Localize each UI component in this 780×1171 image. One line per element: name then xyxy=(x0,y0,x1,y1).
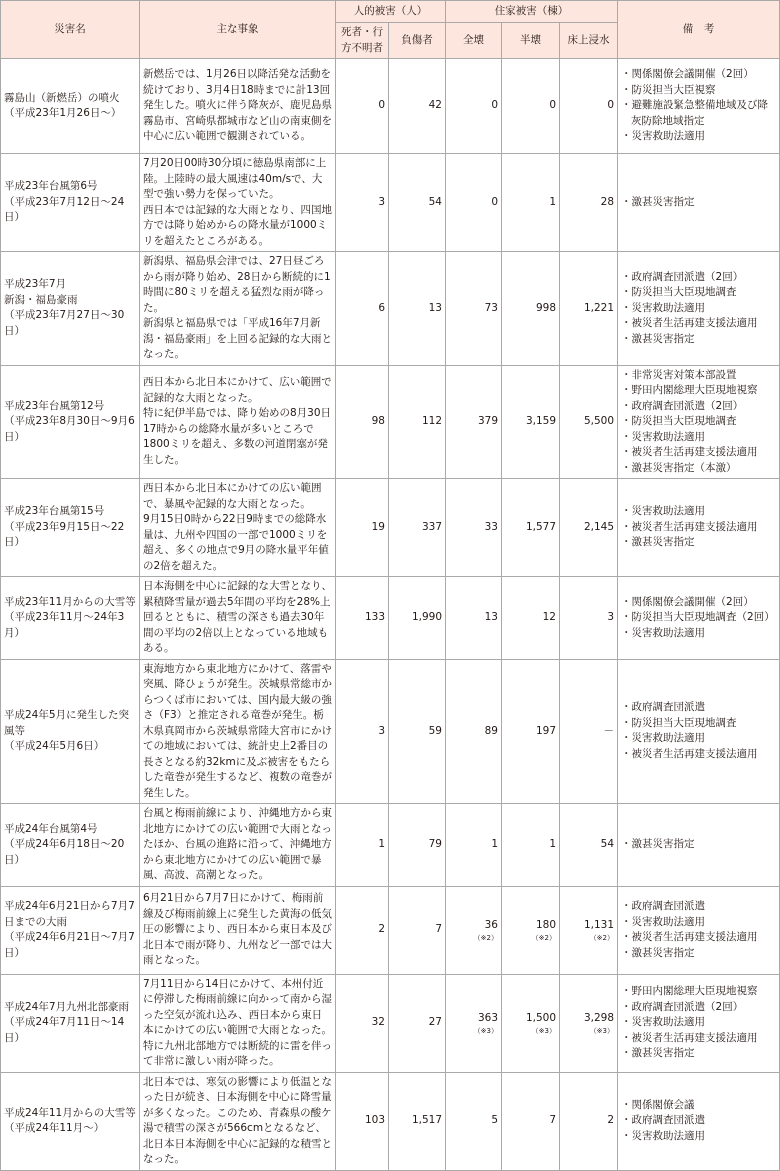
remarks xyxy=(618,804,780,887)
event-summary: 東海地方から東北地方にかけて、落雷や突風、降ひょうが発生。茨城県常総市からつくば市においては、国内最大級の強さ（F3）と推定される竜巻が発生。栃木県真岡市から茨城県常陸大宮市にかけての地域においては、統計史上2番目の長さとなる約32kmに及ぶ被害をもたらした竜巻が発生するなど、複数の竜巻が発生した。 xyxy=(140,659,336,804)
header-human-damage: 人的被害（人） xyxy=(336,1,446,23)
remark-item: ・ 被災者生活再建支援法適用 xyxy=(621,316,776,332)
dead-count xyxy=(336,479,389,577)
half-destroyed-count-value: 12 xyxy=(542,611,556,623)
flooded-count-value: 3 xyxy=(607,611,615,623)
injured-count xyxy=(389,154,446,252)
header-flood: 床上浸水 xyxy=(560,23,618,59)
fully-destroyed-count-value: 1 xyxy=(491,838,498,850)
event-summary: 6月21日から7月7日にかけて、梅雨前線及び梅雨前線上に発生した黄海の低気圧の影響により、西日本から東日本及び北日本で雨が降り、九州など一部では大雨となった。 xyxy=(140,886,336,974)
remark-item: ・ 激甚災害指定 xyxy=(621,332,776,348)
half-destroyed-count xyxy=(502,59,560,154)
flooded-count-value: 2,145 xyxy=(583,520,615,533)
fully-destroyed-count xyxy=(446,659,502,804)
injured-count xyxy=(389,252,446,366)
flooded-count xyxy=(560,365,618,479)
flooded-count xyxy=(560,479,618,577)
flooded-count-value: 1,131 xyxy=(583,919,615,932)
dead-count-value: 6 xyxy=(378,301,385,314)
table-row xyxy=(1,154,780,252)
remark-item: ・ 避難施設緊急整備地域及び降灰防除地域指定 xyxy=(621,98,776,129)
remark-item: ・ 防災担当大臣現地調査 xyxy=(621,414,776,430)
dead-count-value: 103 xyxy=(364,1114,385,1127)
half-destroyed-count-value: 180 xyxy=(535,919,556,932)
injured-count xyxy=(389,577,446,660)
table-row xyxy=(1,659,780,804)
disaster-name: 平成24年5月に発生した突風等 （平成24年5月6日） xyxy=(1,659,140,804)
fully-destroyed-count xyxy=(446,577,502,660)
remarks-list xyxy=(621,195,776,211)
remark-item: ・ 政府調査団派遣（2回） xyxy=(621,270,776,286)
remarks-list xyxy=(621,837,776,853)
remarks xyxy=(618,577,780,660)
remark-item: ・ 激甚災害指定 xyxy=(621,837,776,853)
footnote-mark: （※2） xyxy=(473,933,498,942)
table-row xyxy=(1,1072,780,1170)
fully-destroyed-count-value: 5 xyxy=(491,1114,498,1127)
remark-item: ・ 被災者生活再建支援法適用 xyxy=(621,747,776,763)
flooded-count-value: 3,298 xyxy=(583,1012,615,1025)
remark-item: ・ 政府調査団派遣（2回） xyxy=(621,1000,776,1016)
disaster-name: 平成24年7月九州北部豪雨 （平成24年7月11日～14日） xyxy=(1,974,140,1072)
fully-destroyed-count-value: 379 xyxy=(477,415,498,427)
half-destroyed-count xyxy=(502,886,560,974)
injured-count-value: 54 xyxy=(428,195,442,208)
dead-count xyxy=(336,154,389,252)
dead-count-value: 19 xyxy=(371,520,385,533)
table-row xyxy=(1,365,780,479)
remarks-list xyxy=(621,368,776,477)
injured-count-value: 1,990 xyxy=(411,611,442,623)
disaster-name: 平成24年11月からの大雪等 （平成24年11月～） xyxy=(1,1072,140,1170)
dead-count-value: 2 xyxy=(378,923,385,936)
table-row xyxy=(1,577,780,660)
footnote-mark: （※3） xyxy=(473,1026,498,1035)
fully-destroyed-count-value: 73 xyxy=(484,301,498,314)
remarks-list xyxy=(621,984,776,1062)
event-summary: 西日本から北日本にかけての広い範囲で、暴風や記録的な大雨となった。 9月15日0時から22日9時までの総降水量は、九州や四国の一部で1000ミリを超え、多くの地点で9月の降水量平年値の2倍を超えた。 xyxy=(140,479,336,577)
remark-item: ・ 政府調査団派遣 xyxy=(621,899,776,915)
fully-destroyed-count xyxy=(446,479,502,577)
remark-item: ・ 関係閣僚会議 xyxy=(621,1098,776,1114)
remark-item: ・ 災害救助法適用 xyxy=(621,504,776,520)
remark-item: ・ 防災担当大臣視察 xyxy=(621,83,776,99)
flooded-count-value: 54 xyxy=(600,838,615,850)
header-house-damage: 住家被害（棟） xyxy=(446,1,618,23)
half-destroyed-count xyxy=(502,1072,560,1170)
half-destroyed-count xyxy=(502,365,560,479)
remark-item: ・ 政府調査団派遣 xyxy=(621,700,776,716)
disaster-name: 平成23年11月からの大雪等 （平成23年11月～24年3月） xyxy=(1,577,140,660)
half-destroyed-count xyxy=(502,154,560,252)
disaster-name: 平成23年台風第12号 （平成23年8月30日～9月6日） xyxy=(1,365,140,479)
injured-count-value: 337 xyxy=(421,520,442,533)
event-summary: 新潟県、福島県会津では、27日昼ごろから雨が降り始め、28日から断続的に1時間に80ミリを超える猛烈な雨が降った。 新潟県と福島県では「平成16年7月新潟・福島豪雨」を上回る記録的な大雨となった。 xyxy=(140,252,336,366)
header-half: 半壊 xyxy=(502,23,560,59)
fully-destroyed-count xyxy=(446,252,502,366)
header-dead: 死者・行方不明者 xyxy=(336,23,389,59)
remark-item: ・ 災害救助法適用 xyxy=(621,626,776,642)
half-destroyed-count-value: 7 xyxy=(549,1114,556,1127)
event-summary: 西日本から北日本にかけて、広い範囲で記録的な大雨となった。 特に紀伊半島では、降り始めの8月30日17時からの総降水量が多いところで1800ミリを超え、多数の河道閉塞が発生した。 xyxy=(140,365,336,479)
injured-count-value: 79 xyxy=(428,838,442,850)
flooded-count xyxy=(560,804,618,887)
flooded-count-value: － xyxy=(603,724,615,737)
remark-item: ・ 防災担当大臣現地調査 xyxy=(621,716,776,732)
event-summary: 新燃岳では、1月26日以降活発な活動を続けており、3月4日18時までに計13回発生した。噴火に伴う降灰が、鹿児島県霧島市、宮崎県都城市など山の南東側を中心に広い範囲で観測されている。 xyxy=(140,59,336,154)
event-summary: 7月11日から14日にかけて、本州付近に停滞した梅雨前線に向かって南から湿った空気が流れ込み、西日本から東日本にかけての広い範囲で大雨となった。特に九州北部地方では断続的に雷を伴って非常に激しい雨が降った。 xyxy=(140,974,336,1072)
remark-item: ・ 災害救助法適用 xyxy=(621,301,776,317)
disaster-name: 平成23年7月 新潟・福島豪雨 （平成23年7月27日～30日） xyxy=(1,252,140,366)
fully-destroyed-count xyxy=(446,974,502,1072)
table-row xyxy=(1,59,780,154)
dead-count xyxy=(336,804,389,887)
footnote-mark: （※2） xyxy=(589,933,615,942)
flooded-count-value: 0 xyxy=(607,99,615,112)
remarks-list xyxy=(621,504,776,551)
footnote-mark: （※2） xyxy=(531,933,556,942)
half-destroyed-count xyxy=(502,974,560,1072)
remark-item: ・ 防災担当大臣現地調査 xyxy=(621,285,776,301)
remarks xyxy=(618,365,780,479)
remark-item: ・ 防災担当大臣現地調査（2回） xyxy=(621,610,776,626)
event-summary: 日本海側を中心に記録的な大雪となり、累積降雪量が過去5年間の平均を28%上回るとともに、積雪の深さも過去30年間の平均の2倍以上となっている地域もある。 xyxy=(140,577,336,660)
fully-destroyed-count-value: 0 xyxy=(491,99,498,112)
header-summary: 主な事象 xyxy=(140,1,336,59)
fully-destroyed-count xyxy=(446,365,502,479)
injured-count-value: 112 xyxy=(421,415,442,427)
remark-item: ・ 関係閣僚会議開催（2回） xyxy=(621,595,776,611)
remark-item: ・ 災害救助法適用 xyxy=(621,1015,776,1031)
remarks-list xyxy=(621,1098,776,1145)
remark-item: ・ 激甚災害指定（本激） xyxy=(621,461,776,477)
remarks-list xyxy=(621,67,776,145)
injured-count-value: 13 xyxy=(428,301,442,314)
flooded-count xyxy=(560,886,618,974)
half-destroyed-count-value: 3,159 xyxy=(525,415,556,427)
remark-item: ・ 非常災害対策本部設置 xyxy=(621,368,776,384)
fully-destroyed-count-value: 363 xyxy=(477,1012,498,1025)
fully-destroyed-count-value: 0 xyxy=(491,195,498,208)
flooded-count-value: 1,221 xyxy=(583,301,615,314)
fully-destroyed-count xyxy=(446,804,502,887)
flooded-count-value: 5,500 xyxy=(583,415,615,427)
dead-count-value: 0 xyxy=(378,99,385,112)
event-summary: 台風と梅雨前線により、沖縄地方から東北地方にかけての広い範囲で大雨となったほか、台風の進路に沿って、沖縄地方から東北地方にかけての広い範囲で暴風、高波、高潮となった。 xyxy=(140,804,336,887)
injured-count xyxy=(389,886,446,974)
table-row xyxy=(1,479,780,577)
flooded-count xyxy=(560,974,618,1072)
dead-count xyxy=(336,974,389,1072)
remark-item: ・ 被災者生活再建支援法適用 xyxy=(621,930,776,946)
remark-item: ・ 災害救助法適用 xyxy=(621,430,776,446)
flooded-count xyxy=(560,59,618,154)
fully-destroyed-count-value: 13 xyxy=(484,611,498,623)
remarks-list xyxy=(621,270,776,348)
footnote-mark: （※3） xyxy=(531,1026,556,1035)
remark-item: ・ 政府調査団派遣（2回） xyxy=(621,399,776,415)
remark-item: ・ 野田内閣総理大臣現地視察 xyxy=(621,383,776,399)
injured-count-value: 7 xyxy=(435,923,442,936)
remark-item: ・ 災害救助法適用 xyxy=(621,915,776,931)
disaster-name: 平成23年台風第6号 （平成23年7月12日～24日） xyxy=(1,154,140,252)
header-name: 災害名 xyxy=(1,1,140,59)
dead-count xyxy=(336,886,389,974)
injured-count xyxy=(389,1072,446,1170)
disaster-name: 平成23年台風第15号 （平成23年9月15日～22日） xyxy=(1,479,140,577)
half-destroyed-count-value: 0 xyxy=(549,99,556,112)
remarks xyxy=(618,974,780,1072)
flooded-count xyxy=(560,577,618,660)
fully-destroyed-count xyxy=(446,59,502,154)
table-row xyxy=(1,886,780,974)
flooded-count xyxy=(560,252,618,366)
remark-item: ・ 政府調査団派遣 xyxy=(621,1113,776,1129)
injured-count-value: 42 xyxy=(428,99,442,112)
injured-count-value: 1,517 xyxy=(411,1114,442,1127)
half-destroyed-count xyxy=(502,659,560,804)
half-destroyed-count-value: 1 xyxy=(549,195,556,208)
flooded-count xyxy=(560,154,618,252)
remark-item: ・ 激甚災害指定 xyxy=(621,535,776,551)
table-header xyxy=(1,1,780,59)
half-destroyed-count-value: 1,577 xyxy=(525,520,556,533)
remark-item: ・ 災害救助法適用 xyxy=(621,1129,776,1145)
fully-destroyed-count-value: 36 xyxy=(484,919,498,932)
disaster-name: 平成24年台風第4号 （平成24年6月18日～20日） xyxy=(1,804,140,887)
dead-count xyxy=(336,365,389,479)
half-destroyed-count-value: 1 xyxy=(549,838,556,850)
flooded-count-value: 28 xyxy=(600,195,615,208)
dead-count xyxy=(336,1072,389,1170)
table-row xyxy=(1,974,780,1072)
remarks xyxy=(618,59,780,154)
remarks-list xyxy=(621,595,776,642)
header-notes: 備 考 xyxy=(618,1,780,59)
remarks xyxy=(618,154,780,252)
table-row xyxy=(1,804,780,887)
dead-count xyxy=(336,659,389,804)
dead-count-value: 3 xyxy=(378,724,385,737)
event-summary: 7月20日00時30分頃に徳島県南部に上陸。上陸時の最大風速は40m/sで、大型で強い勢力を保っていた。 西日本では記録的な大雨となり、四国地方では降り始めからの降水量が1000ミリを超えたところがある。 xyxy=(140,154,336,252)
remark-item: ・ 被災者生活再建支援法適用 xyxy=(621,1031,776,1047)
injured-count xyxy=(389,659,446,804)
remarks xyxy=(618,1072,780,1170)
injured-count xyxy=(389,59,446,154)
remark-item: ・ 関係閣僚会議開催（2回） xyxy=(621,67,776,83)
remark-item: ・ 激甚災害指定 xyxy=(621,946,776,962)
half-destroyed-count-value: 998 xyxy=(535,301,556,314)
remarks xyxy=(618,659,780,804)
flooded-count xyxy=(560,1072,618,1170)
event-summary: 北日本では、寒気の影響により低温となった日が続き、日本海側を中心に降雪量が多くなった。このため、青森県の酸ケ湯で積雪の深さが566cmとなるなど、北日本日本海側を中心に記録的な積雪となった。 xyxy=(140,1072,336,1170)
half-destroyed-count-value: 1,500 xyxy=(525,1012,556,1025)
fully-destroyed-count xyxy=(446,886,502,974)
injured-count-value: 59 xyxy=(428,724,442,737)
dead-count-value: 32 xyxy=(371,1016,385,1029)
dead-count xyxy=(336,252,389,366)
dead-count xyxy=(336,59,389,154)
injured-count xyxy=(389,365,446,479)
remark-item: ・ 災害救助法適用 xyxy=(621,129,776,145)
fully-destroyed-count-value: 33 xyxy=(484,520,498,533)
remarks-list xyxy=(621,700,776,762)
injured-count xyxy=(389,479,446,577)
remark-item: ・ 被災者生活再建支援法適用 xyxy=(621,520,776,536)
remark-item: ・ 激甚災害指定 xyxy=(621,195,776,211)
dead-count-value: 1 xyxy=(378,838,385,850)
remark-item: ・ 激甚災害指定 xyxy=(621,1046,776,1062)
half-destroyed-count xyxy=(502,479,560,577)
half-destroyed-count xyxy=(502,804,560,887)
disaster-name: 霧島山（新燃岳）の噴火 （平成23年1月26日～） xyxy=(1,59,140,154)
half-destroyed-count-value: 197 xyxy=(535,724,556,737)
dead-count-value: 98 xyxy=(371,415,385,427)
injured-count xyxy=(389,974,446,1072)
injured-count-value: 27 xyxy=(428,1016,442,1029)
header-injured: 負傷者 xyxy=(389,23,446,59)
dead-count xyxy=(336,577,389,660)
remark-item: ・ 災害救助法適用 xyxy=(621,731,776,747)
flooded-count-value: 2 xyxy=(607,1114,615,1127)
injured-count xyxy=(389,804,446,887)
fully-destroyed-count xyxy=(446,154,502,252)
remarks xyxy=(618,479,780,577)
table-row xyxy=(1,252,780,366)
remarks xyxy=(618,886,780,974)
half-destroyed-count xyxy=(502,577,560,660)
fully-destroyed-count xyxy=(446,1072,502,1170)
dead-count-value: 133 xyxy=(364,611,385,623)
disaster-name: 平成24年6月21日から7月7日までの大雨 （平成24年6月21日～7月7日） xyxy=(1,886,140,974)
remarks xyxy=(618,252,780,366)
header-full: 全壊 xyxy=(446,23,502,59)
remarks-list xyxy=(621,899,776,961)
remark-item: ・ 被災者生活再建支援法適用 xyxy=(621,445,776,461)
footnote-mark: （※3） xyxy=(589,1026,615,1035)
table-body xyxy=(1,59,780,1171)
flooded-count xyxy=(560,659,618,804)
remark-item: ・ 野田内閣総理大臣現地視察 xyxy=(621,984,776,1000)
fully-destroyed-count-value: 89 xyxy=(484,724,498,737)
half-destroyed-count xyxy=(502,252,560,366)
dead-count-value: 3 xyxy=(378,195,385,208)
